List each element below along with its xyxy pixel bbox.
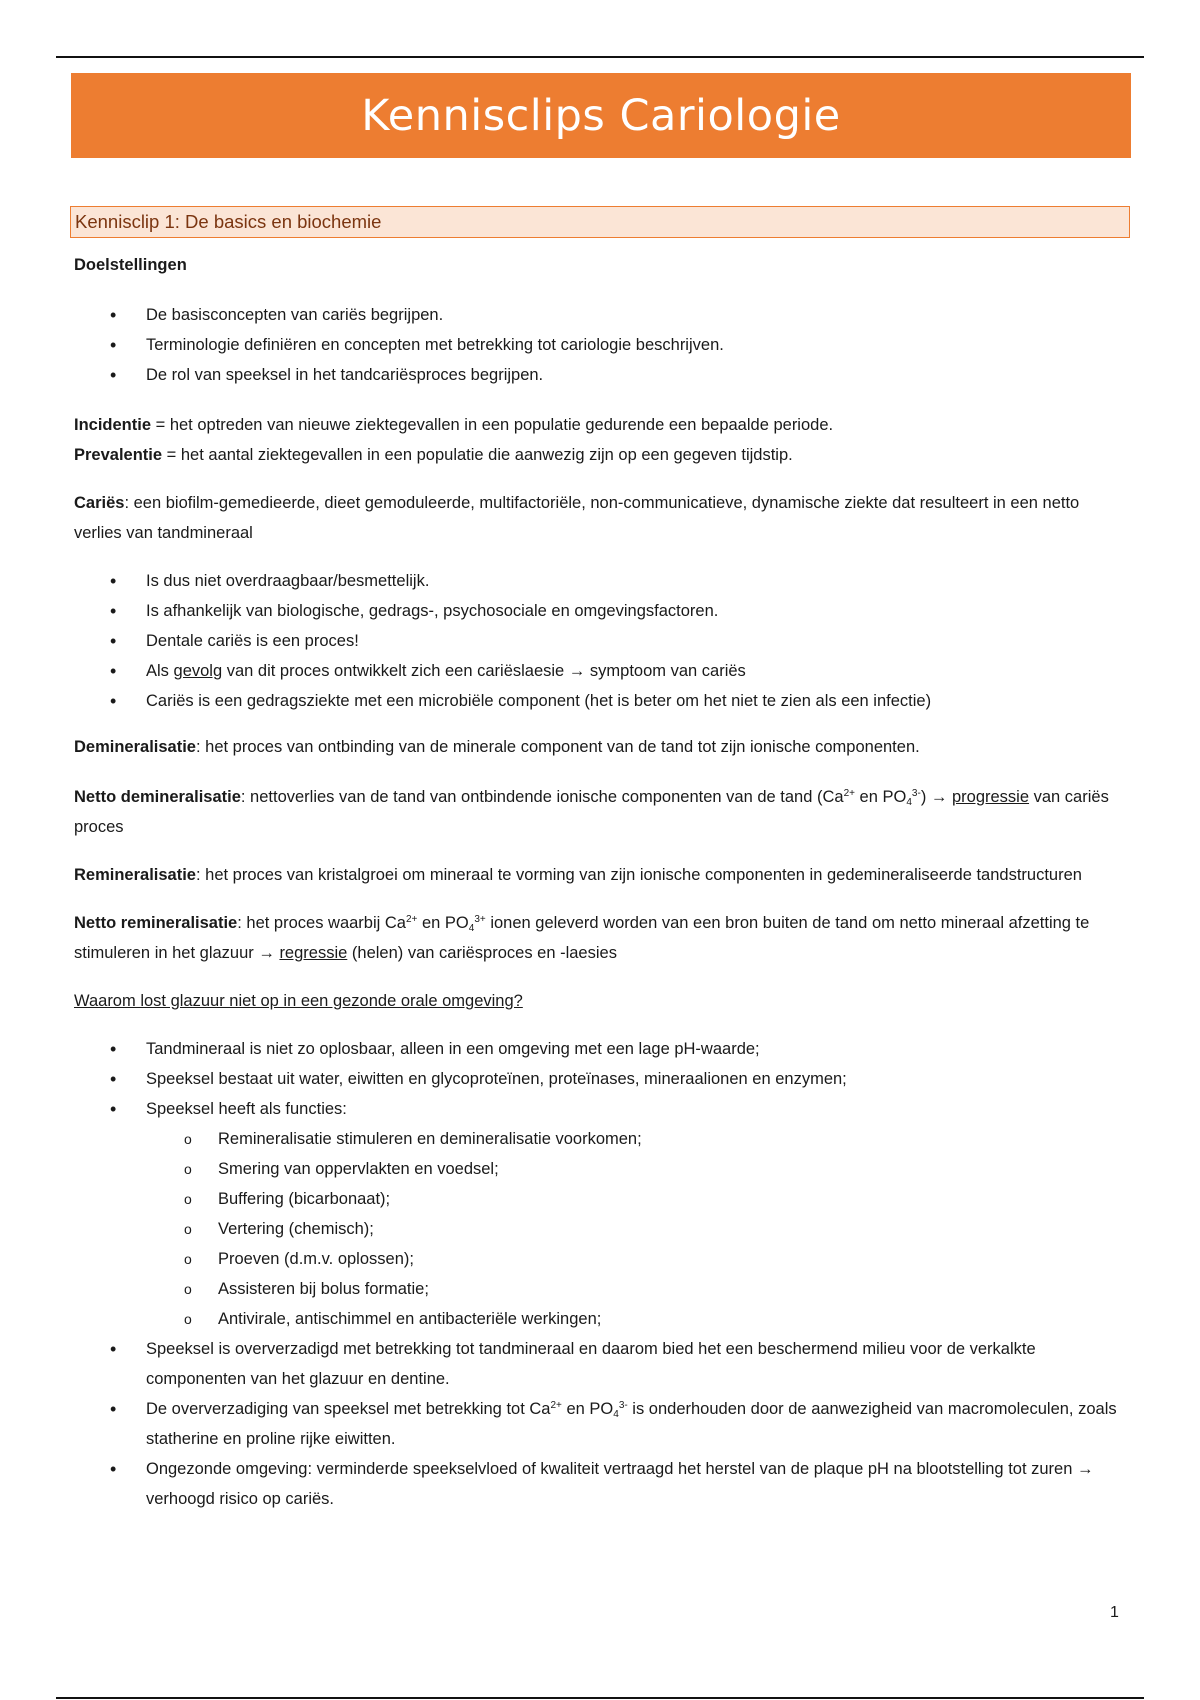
caries-points-list — [74, 566, 1128, 716]
remineralisatie-definition: Remineralisatie: het proces van kristalgroei om mineraal te vorming van zijn ionische componenten in gedemineraliseerde tandstructuren — [74, 866, 1082, 884]
sub-list-item: o Antivirale, antischimmel en antibacteriële werkingen; — [74, 1304, 1128, 1334]
glazuur-question: Waarom lost glazuur niet op in een gezonde orale omgeving? — [74, 992, 523, 1010]
list-item: • Is dus niet overdraagbaar/besmettelijk. — [74, 566, 1128, 596]
sub-list-item: o Smering van oppervlakten en voedsel; — [74, 1154, 1128, 1184]
list-item: • De basisconcepten van cariës begrijpen. — [74, 300, 1128, 330]
list-item: • Dentale cariës is een proces! — [74, 626, 1128, 656]
document-title: Kennisclips Cariologie — [361, 90, 841, 141]
title-banner — [71, 73, 1131, 158]
glazuur-list — [74, 1034, 1128, 1514]
sub-list-item: o Remineralisatie stimuleren en demineralisatie voorkomen; — [74, 1124, 1128, 1154]
prevalentie-definition: Prevalentie = het aantal ziektegevallen in een populatie die aanwezig zijn op een gegeven tijdstip. — [74, 446, 793, 464]
list-item: • Tandmineraal is niet zo oplosbaar, alleen in een omgeving met een lage pH-waarde; — [74, 1034, 1128, 1064]
page-number: 1 — [1110, 1604, 1119, 1621]
sub-list-item: o Assisteren bij bolus formatie; — [74, 1274, 1128, 1304]
top-rule — [56, 56, 1144, 58]
netto-demineralisatie-definition: Netto demineralisatie: nettoverlies van de tand van ontbindende ionische componenten van de tand ($Ca^{2+}$ en $PO_4^{3-}$) → progressie van cariës proces — [74, 788, 1109, 836]
doelstellingen-list — [74, 300, 1128, 390]
doelstellingen-heading: Doelstellingen — [74, 256, 187, 274]
section-title: Kennisclip 1: De basics en biochemie — [75, 211, 382, 232]
demineralisatie-definition: Demineralisatie: het proces van ontbinding van de minerale component van de tand tot zijn ionische componenten. — [74, 738, 920, 756]
sub-list-item: o Vertering (chemisch); — [74, 1214, 1128, 1244]
document-body — [74, 250, 1128, 1514]
list-item: • De oververzadiging van speeksel met betrekking tot $Ca^{2+}$ en $PO_4^{3-}$ is onderhouden door de aanwezigheid van macromoleculen, zoals statherine en proline rijke eiwitten. — [74, 1394, 1128, 1454]
list-item: • Speeksel is oververzadigd met betrekking tot tandmineraal en daarom bied het een beschermend milieu voor de verkalkte componenten van het glazuur en dentine. — [74, 1334, 1128, 1394]
list-item: • Als gevolg van dit proces ontwikkelt zich een cariëslaesie → symptoom van cariës — [74, 656, 1128, 686]
list-item: • Speeksel heeft als functies: o Remineralisatie stimuleren en demineralisatie voorkomen; o Smering van oppervlakten en voedsel; o Buffering (bicarbonaat); o Vertering (chemisch); o Proeven (d.m.v. oplossen); o Assisteren bij bolus formatie; o Antivirale, antischimmel en antibacteriële werkingen; — [74, 1094, 1128, 1334]
list-item: • Cariës is een gedragsziekte met een microbiële component (het is beter om het niet te zien als een infectie) — [74, 686, 1128, 716]
list-item: • De rol van speeksel in het tandcariësproces begrijpen. — [74, 360, 1128, 390]
list-item: • Terminologie definiëren en concepten met betrekking tot cariologie beschrijven. — [74, 330, 1128, 360]
list-item: • Is afhankelijk van biologische, gedrags-, psychosociale en omgevingsfactoren. — [74, 596, 1128, 626]
list-item: • Speeksel bestaat uit water, eiwitten en glycoproteïnen, proteïnases, mineraalionen en enzymen; — [74, 1064, 1128, 1094]
caries-definition: Cariës: een biofilm-gemedieerde, dieet gemoduleerde, multifactoriële, non-communicatieve, dynamische ziekte dat resulteert in een netto verlies van tandmineraal — [74, 494, 1080, 542]
section-heading-box — [70, 206, 1130, 238]
netto-remineralisatie-definition: Netto remineralisatie: het proces waarbij $Ca^{2+}$ en $PO_4^{3+}$ ionen geleverd worden van een bron buiten de tand om netto mineraal afzetting te stimuleren in het glazuur → regressie (helen) van cariësproces en -laesies — [74, 914, 1090, 962]
list-item: • Ongezonde omgeving: verminderde speekselvloed of kwaliteit vertraagd het herstel van de plaque pH na blootstelling tot zuren → verhoogd risico op cariës. — [74, 1454, 1128, 1514]
speeksel-functions-list — [74, 1124, 1128, 1334]
incidentie-definition: Incidentie = het optreden van nieuwe ziektegevallen in een populatie gedurende een bepaalde periode. — [74, 416, 834, 434]
sub-list-item: o Buffering (bicarbonaat); — [74, 1184, 1128, 1214]
sub-list-item: o Proeven (d.m.v. oplossen); — [74, 1244, 1128, 1274]
bottom-rule — [56, 1697, 1144, 1699]
